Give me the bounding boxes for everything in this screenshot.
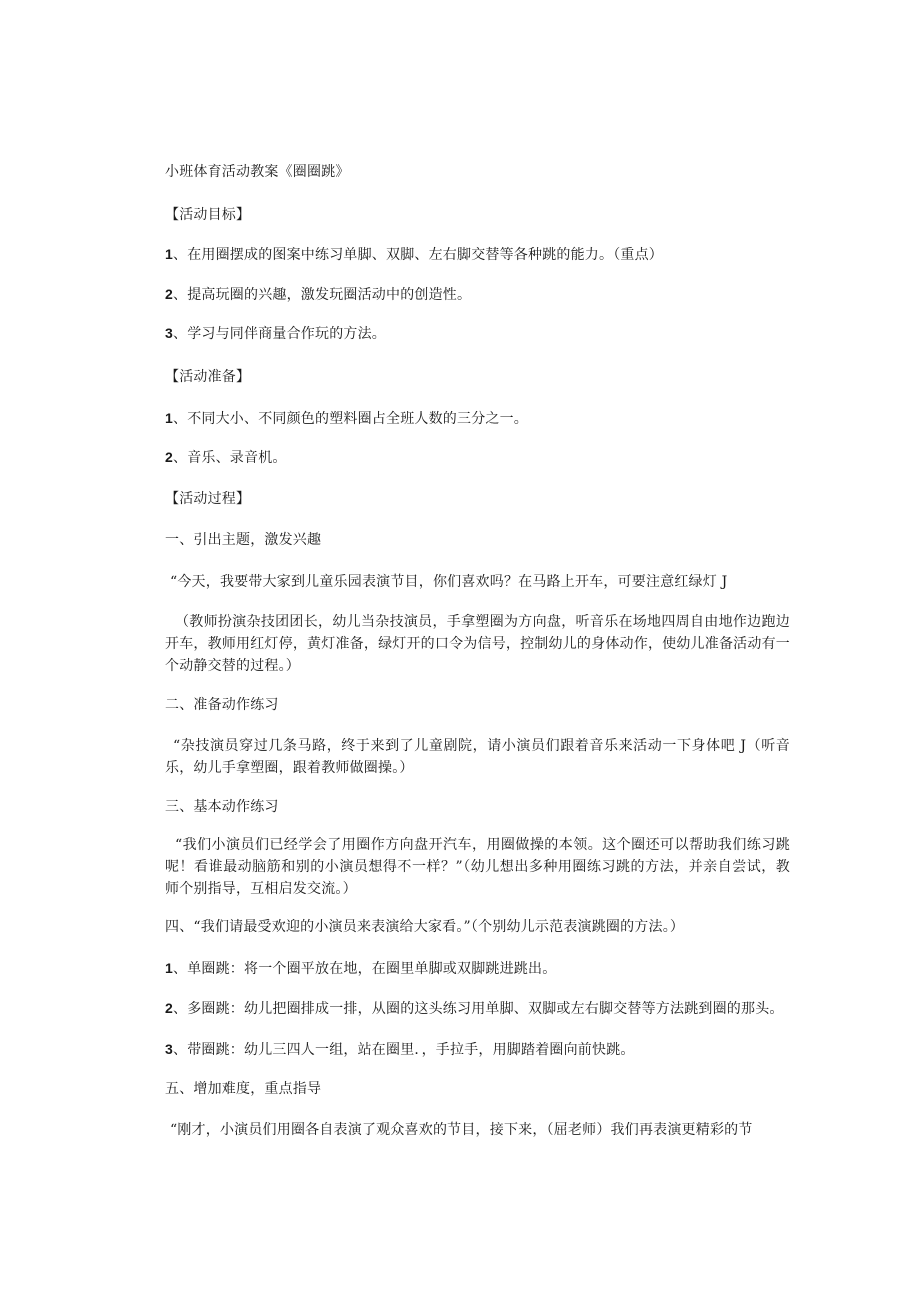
step4-number: 3: [165, 1041, 173, 1057]
step3-text: “我们小演员们已经学会了用圈作方向盘开汽车，用圈做操的本领。这个圈还可以帮助我们练习跳呢！看谁最动脑筋和别的小演员想得不一样？”（幼儿想出多种用圈练习跳的方法，并亲自尝试，教师个别指导，互相启发交流。）: [165, 837, 790, 897]
prep-heading: 【活动准备】: [165, 369, 251, 385]
goals-heading: 【活动目标】: [165, 207, 251, 223]
prep-item: [165, 447, 287, 468]
step4-text: 、单圈跳：将一个圈平放在地，在圈里单脚或双脚跳进跳出。: [173, 961, 557, 977]
step3-title: 三、基本动作练习: [165, 799, 279, 815]
step5-title: 五、增加难度，重点指导: [165, 1081, 322, 1097]
goal-text: 、学习与同伴商量合作玩的方法。: [173, 326, 386, 342]
prep-number: 1: [165, 410, 173, 426]
step4-text: 、多圈跳：幼儿把圈排成一排，从圈的这头练习用单脚、双脚或左右脚交替等方法跳到圈的那头。: [173, 1001, 784, 1017]
prep-text: 、不同大小、不同颜色的塑料圈占全班人数的三分之一。: [173, 411, 528, 427]
goal-item: [165, 284, 471, 305]
process-heading: 【活动过程】: [165, 491, 251, 507]
step1-title: 一、引出主题，激发兴趣: [165, 532, 322, 548]
goal-item: [165, 323, 386, 344]
prep-number: 2: [165, 449, 173, 465]
step4-text: 、带圈跳：幼儿三四人一组，站在圈里．，手拉手，用脚踏着圈向前快跳。: [173, 1042, 635, 1058]
goal-number: 2: [165, 286, 173, 302]
step5-text: “刚才，小演员们用圈各自表演了观众喜欢的节目，接下来，（屈老师）我们再表演更精彩的节: [170, 1122, 753, 1138]
step4-item: [165, 958, 556, 979]
step4-item: [165, 998, 784, 1019]
step1-quote: “今天，我要带大家到儿童乐园表演节目，你们喜欢吗？在马路上开车，可要注意红绿灯 J: [170, 574, 728, 590]
goal-item: [165, 244, 663, 265]
step4-title: 四、“我们请最受欢迎的小演员来表演给大家看。”（个别幼儿示范表演跳圈的方法。）: [165, 919, 685, 935]
prep-item: [165, 408, 528, 429]
step4-number: 2: [165, 1000, 173, 1016]
step2-text: “杂技演员穿过几条马路，终于来到了儿童剧院，请小演员们跟着音乐来活动一下身体吧 J（听音乐，幼儿手拿塑圈，跟着教师做圈操。）: [165, 738, 790, 776]
step4-number: 1: [165, 960, 173, 976]
goal-number: 3: [165, 325, 173, 341]
prep-text: 、音乐、录音机。: [173, 450, 287, 466]
goal-text: 、在用圈摆成的图案中练习单脚、双脚、左右脚交替等各种跳的能力。（重点）: [173, 247, 663, 263]
step1-note: （教师扮演杂技团团长，幼儿当杂技演员，手拿塑圈为方向盘，听音乐在场地四周自由地作边跑边开车，教师用红灯停，黄灯准备，绿灯开的口令为信号，控制幼儿的身体动作，使幼儿准备活动有一个动静交替的过程。）: [165, 614, 790, 674]
step4-item: [165, 1039, 635, 1060]
goal-number: 1: [165, 246, 173, 262]
doc-title: 小班体育活动教案《圈圈跳》: [165, 164, 350, 180]
step2-title: 二、准备动作练习: [165, 697, 279, 713]
goal-text: 、提高玩圈的兴趣，激发玩圈活动中的创造性。: [173, 287, 472, 303]
